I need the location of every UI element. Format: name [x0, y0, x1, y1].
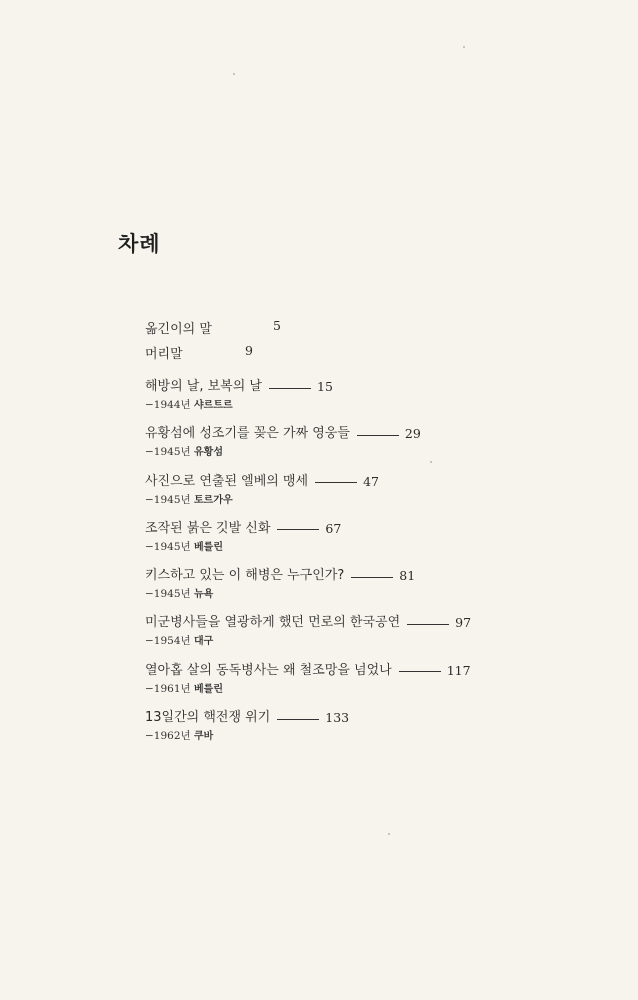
- toc-title: 차례: [118, 232, 161, 256]
- toc-chapter-entry[interactable]: [145, 614, 471, 661]
- entry-title: 옮긴이의 말: [145, 322, 212, 337]
- chapter-title: 열아홉 살의 동독병사는 왜 철조망을 넘었나: [145, 662, 392, 678]
- toc-chapter-entry[interactable]: [145, 425, 471, 472]
- chapter-year: −1962년: [145, 730, 191, 743]
- chapter-place: 토르가우: [194, 494, 233, 506]
- toc-chapter-entry[interactable]: [145, 473, 471, 520]
- chapter-page-number: 15: [317, 379, 333, 394]
- entry-page-number: 9: [245, 343, 253, 358]
- leader-dash: [315, 482, 357, 483]
- chapter-page-number: 47: [363, 473, 379, 489]
- chapter-title: 조작된 붉은 깃발 신화: [145, 520, 271, 536]
- paper-speck: [388, 833, 390, 835]
- toc-chapter-entry[interactable]: [145, 567, 471, 614]
- chapter-page-number: 117: [446, 662, 471, 678]
- leader-dash: [407, 624, 449, 625]
- leader-dash: [277, 719, 319, 720]
- chapter-year: −1945년: [145, 446, 191, 459]
- chapter-place: 유황섬: [194, 447, 223, 459]
- chapter-year: −1954년: [145, 635, 191, 648]
- leader-dash: [277, 529, 319, 530]
- chapter-year: −1961년: [145, 682, 191, 695]
- chapter-title: 키스하고 있는 이 해병은 누구인가?: [145, 568, 345, 584]
- toc-chapter-entry[interactable]: [145, 662, 471, 709]
- entry-title: 머리말: [145, 347, 183, 362]
- chapter-place: 베를린: [194, 683, 223, 695]
- chapter-title: 유황섬에 성조기를 꽂은 가짜 영웅들: [145, 426, 350, 442]
- entry-page-number: 5: [273, 318, 281, 333]
- toc-chapter-entry[interactable]: [145, 378, 471, 425]
- leader-dash: [351, 577, 393, 578]
- chapter-title: 해방의 날, 보복의 날: [145, 379, 262, 394]
- leader-dash: [269, 388, 311, 389]
- chapter-title: 13일간의 핵전쟁 위기: [145, 710, 271, 726]
- chapter-list: [145, 378, 471, 756]
- chapter-place: 대구: [194, 636, 214, 648]
- leader-dash: [399, 671, 441, 672]
- chapter-page-number: 67: [325, 520, 342, 536]
- chapter-page-number: 29: [404, 426, 421, 442]
- chapter-year: −1945년: [145, 493, 191, 506]
- paper-speck: [233, 73, 235, 75]
- chapter-title: 사진으로 연출된 엘베의 맹세: [145, 473, 309, 489]
- toc-chapter-entry[interactable]: [145, 709, 471, 756]
- paper-speck: [463, 46, 465, 48]
- chapter-year: −1944년: [145, 399, 191, 411]
- leader-dash: [357, 435, 399, 436]
- chapter-page-number: 133: [325, 710, 350, 726]
- toc-chapter-entry[interactable]: [145, 520, 471, 567]
- chapter-place: 쿠바: [194, 731, 214, 743]
- chapter-page-number: 81: [399, 568, 416, 584]
- chapter-year: −1945년: [145, 540, 191, 553]
- chapter-year: −1945년: [145, 588, 191, 601]
- chapter-place: 샤르트르: [194, 400, 233, 411]
- chapter-page-number: 97: [455, 615, 472, 631]
- chapter-place: 베를린: [194, 541, 223, 553]
- chapter-place: 뉴욕: [194, 589, 214, 601]
- chapter-title: 미군병사들을 열광하게 했던 먼로의 한국공연: [145, 615, 401, 631]
